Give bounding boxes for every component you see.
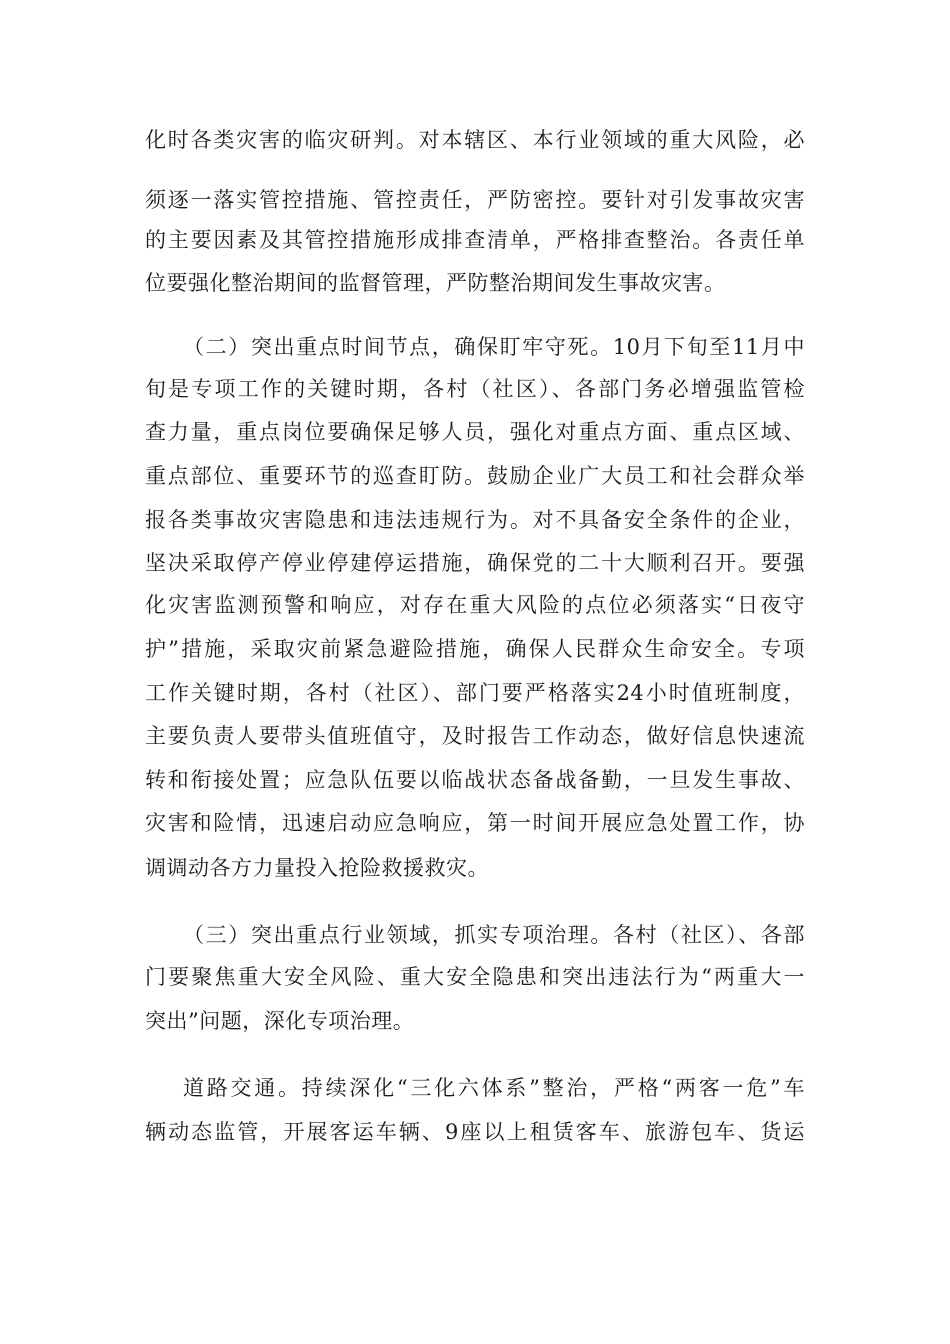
text-line: 调调动各方力量投入抢险救援救灾。: [145, 856, 489, 880]
text-line: 主要负责人要带头值班值守，及时报告工作动态，做好信息快速流: [145, 724, 805, 748]
text-line: 突出”问题，深化专项治理。: [145, 1009, 415, 1033]
text-line: 重点部位、重要环节的巡查盯防。鼓励企业广大员工和社会群众举: [145, 464, 805, 488]
text-line: 的主要因素及其管控措施形成排查清单，严格排查整治。各责任单: [145, 228, 805, 252]
text-line: 须逐一落实管控措施、管控责任，严防密控。要针对引发事故灾害: [145, 188, 805, 212]
text-line: （三）突出重点行业领域，抓实专项治理。各村（社区）、各部: [183, 923, 805, 947]
text-line: 化时各类灾害的临灾研判。对本辖区、本行业领域的重大风险，必: [145, 128, 805, 152]
text-line: 报各类事故灾害隐患和违法违规行为。对不具备安全条件的企业，: [145, 508, 805, 532]
text-line: 查力量，重点岗位要确保足够人员，强化对重点方面、重点区域、: [145, 420, 805, 444]
text-line: 旬是专项工作的关键时期，各村（社区）、各部门务必增强监管检: [145, 377, 805, 401]
text-line: 化灾害监测预警和响应，对存在重大风险的点位必须落实“日夜守: [145, 593, 805, 617]
text-line: 门要聚焦重大安全风险、重大安全隐患和突出违法行为“两重大一: [145, 965, 805, 989]
text-line: 护”措施，采取灾前紧急避险措施，确保人民群众生命安全。专项: [145, 637, 805, 661]
text-line: 辆动态监管，开展客运车辆、9座以上租赁客车、旅游包车、货运: [145, 1120, 805, 1144]
text-line: 位要强化整治期间的监督管理，严防整治期间发生事故灾害。: [145, 271, 726, 295]
text-line: 灾害和险情，迅速启动应急响应，第一时间开展应急处置工作，协: [145, 811, 805, 835]
text-line: 转和衔接处置；应急队伍要以临战状态备战备勤，一旦发生事故、: [145, 768, 805, 792]
text-line: （二）突出重点时间节点，确保盯牢守死。10月下旬至11月中: [183, 335, 805, 359]
text-line: 道路交通。持续深化“三化六体系”整治，严格“两客一危”车: [183, 1076, 805, 1100]
text-line: 工作关键时期，各村（社区）、部门要严格落实24小时值班制度，: [145, 681, 805, 705]
text-line: 坚决采取停产停业停建停运措施，确保党的二十大顺利召开。要强: [145, 551, 805, 575]
